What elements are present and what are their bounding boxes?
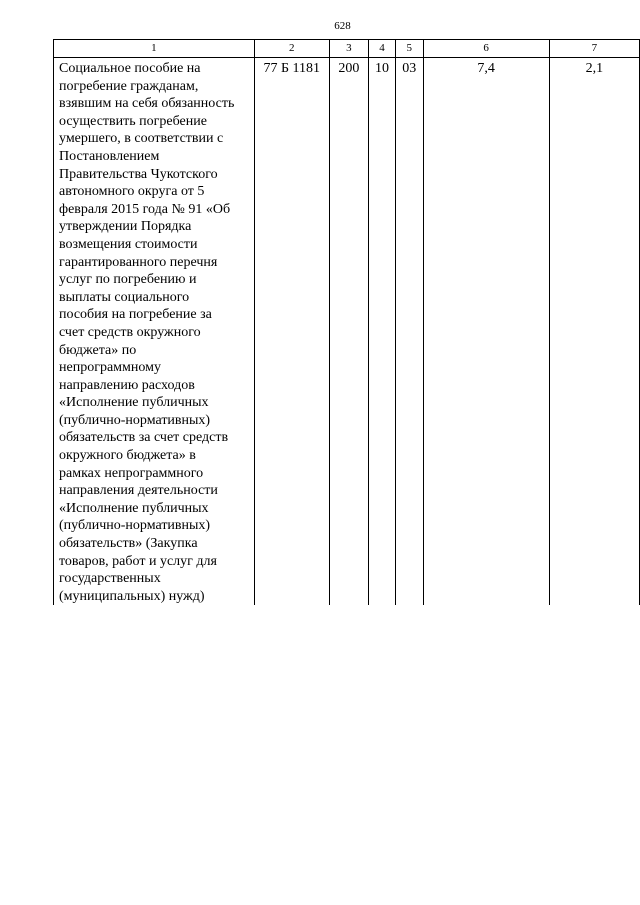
expense-type-cell: 200	[329, 58, 369, 606]
budget-table	[53, 39, 640, 605]
target-article-cell: 77 Б 1181	[254, 58, 329, 606]
subsection-cell: 03	[395, 58, 423, 606]
table-row	[54, 58, 640, 606]
amount-col7-cell: 2,1	[549, 58, 639, 606]
amount-col6-cell: 7,4	[423, 58, 549, 606]
description-cell: Социальное пособие на погребение гражданам, взявшим на себя обязанность осуществить погребение умершего, в соответствии с Постановлением Правительства Чукотского автономного округа от 5 февраля 2015 года № 91 «Об утверждении Порядка возмещения стоимости гарантированного перечня услуг по погребению и выплаты социального пособия на погребение за счет средств окружного бюджета» по непрограммному направлению расходов «Исполнение публичных (публично-нормативных) обязательств за счет средств окружного бюджета» в рамках непрограммного направления деятельности «Исполнение публичных (публично-нормативных) обязательств» (Закупка товаров, работ и услуг для государственных (муниципальных) нужд)	[54, 58, 255, 606]
section-cell: 10	[369, 58, 396, 606]
header-row	[54, 40, 640, 58]
column-header-6: 6	[423, 40, 549, 58]
page-number: 628	[334, 20, 351, 32]
column-header-1: 1	[54, 40, 255, 58]
column-header-5: 5	[395, 40, 423, 58]
column-header-4: 4	[369, 40, 396, 58]
column-header-2: 2	[254, 40, 329, 58]
column-header-3: 3	[329, 40, 369, 58]
column-header-7: 7	[549, 40, 639, 58]
